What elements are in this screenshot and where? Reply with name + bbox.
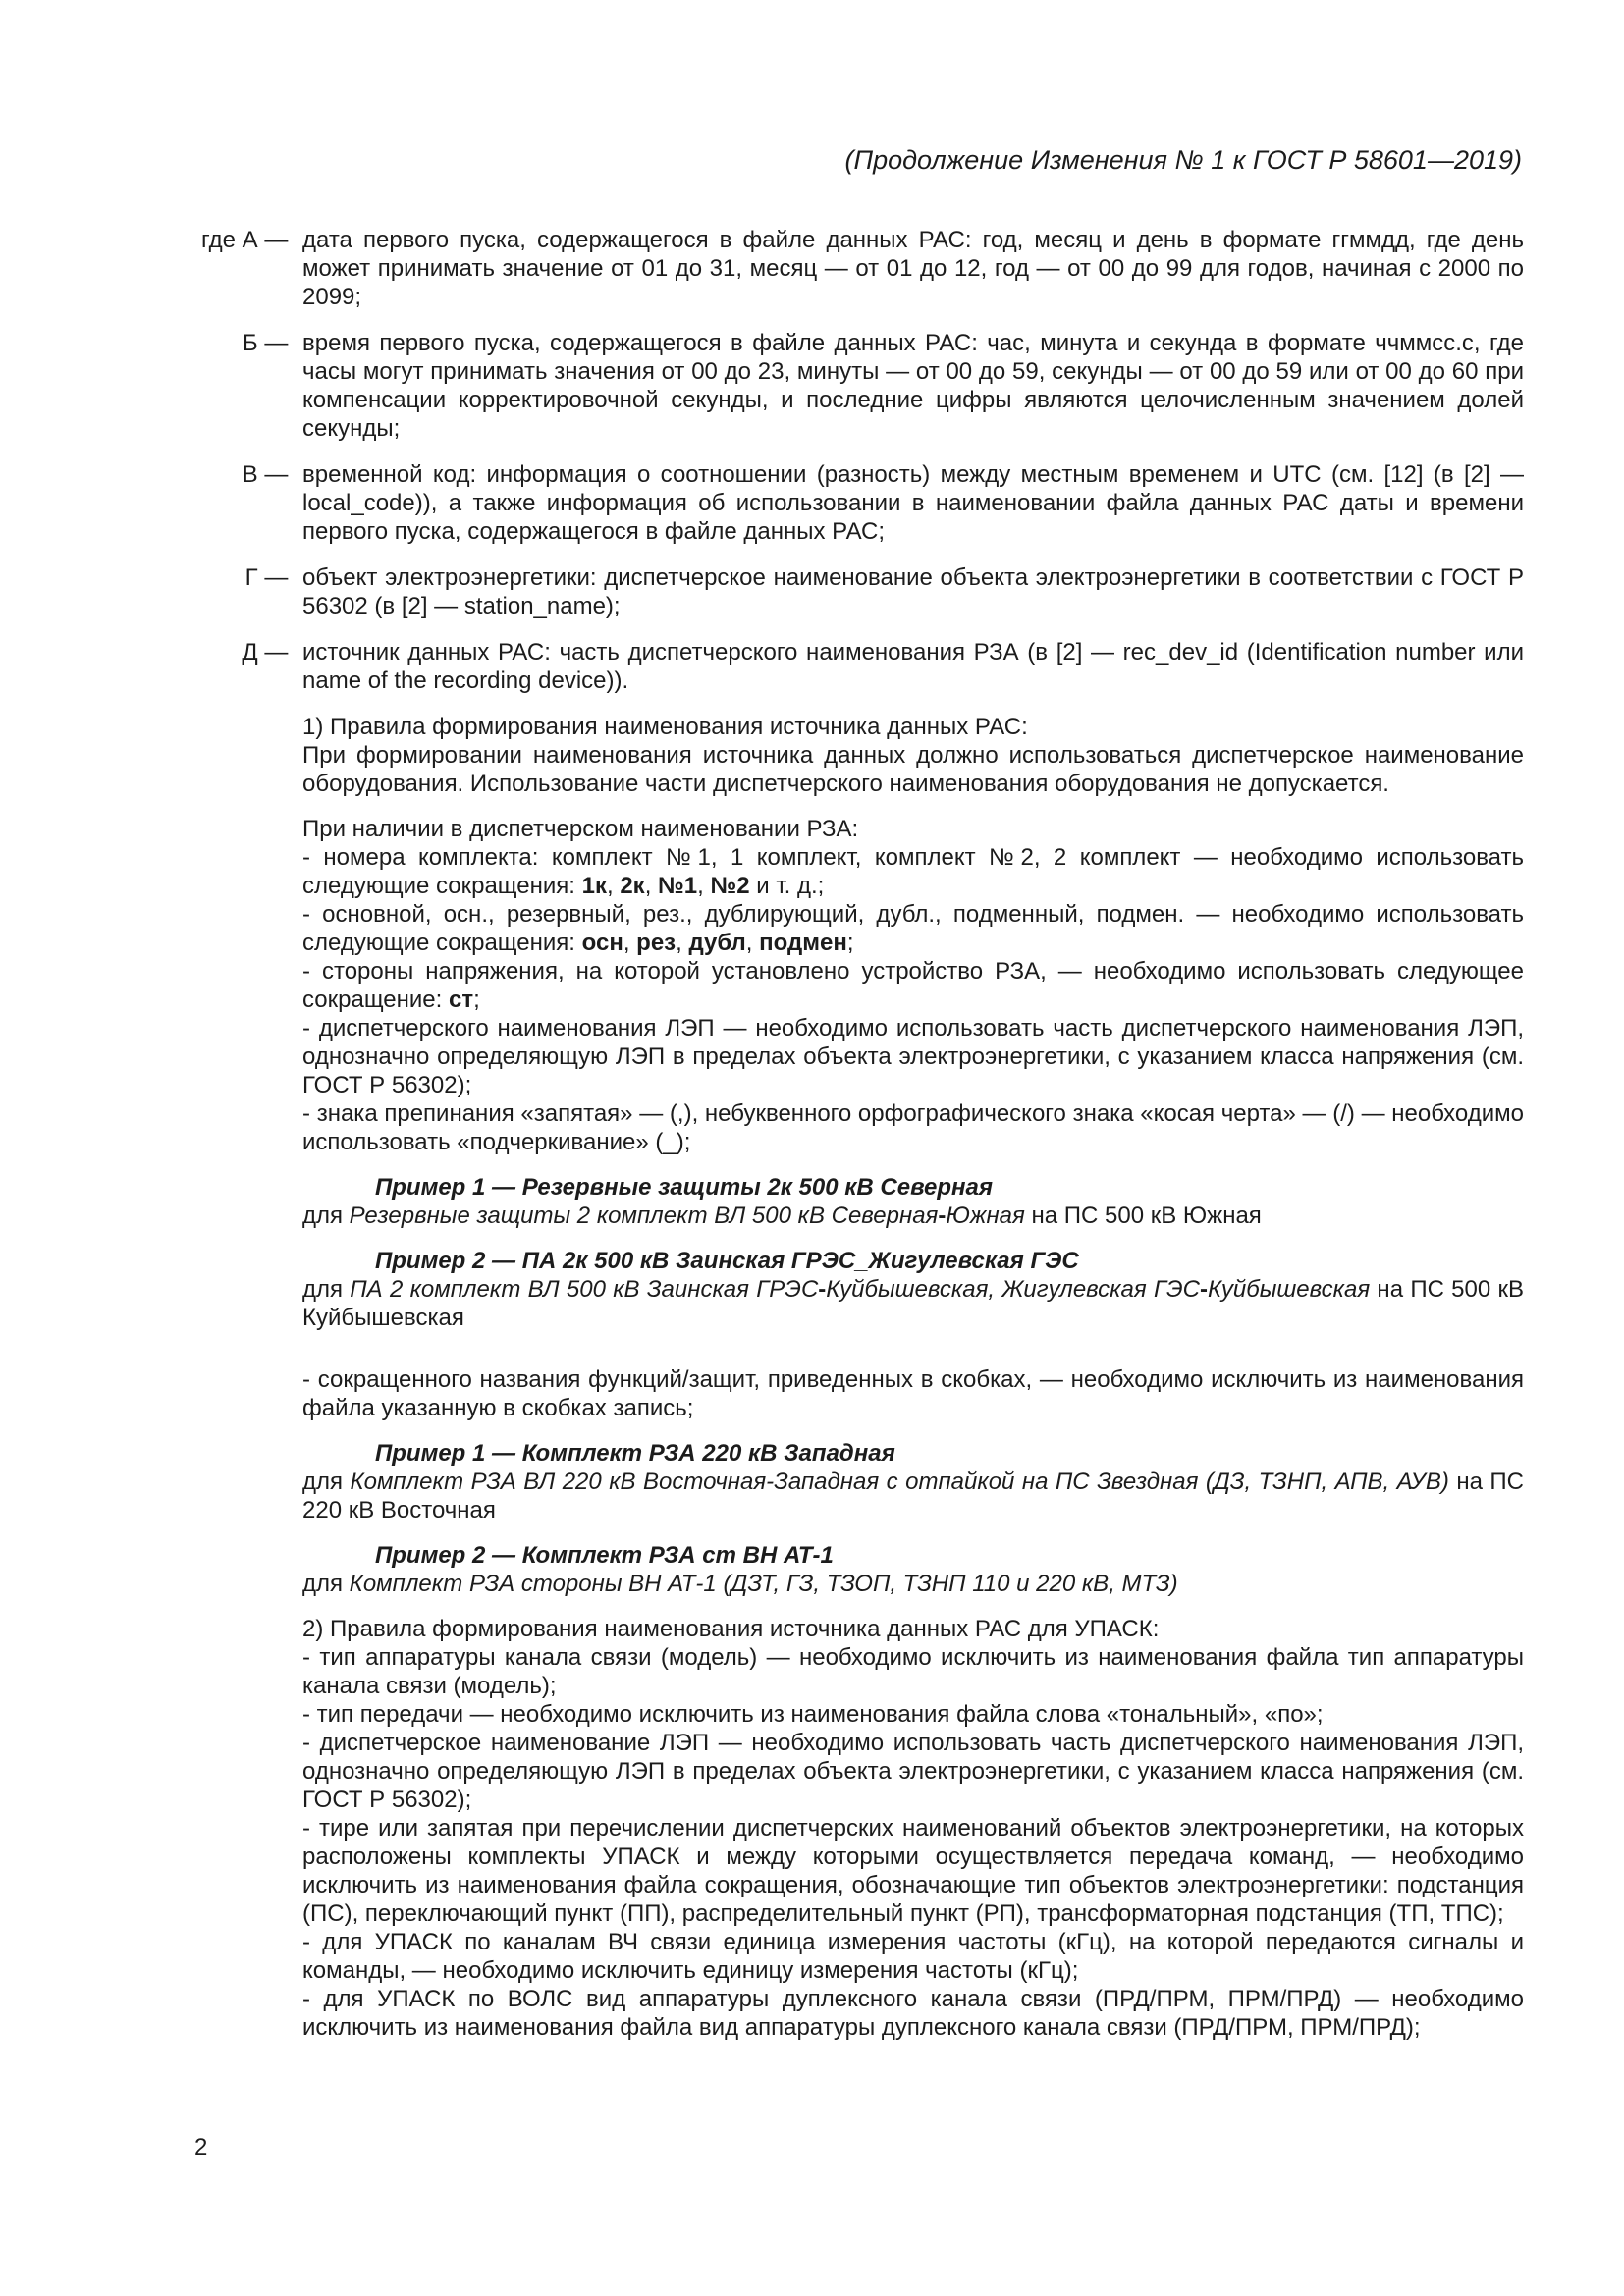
example-b2-text: для Комплект РЗА стороны ВН АТ-1 (ДЗТ, ГЗ, ТЗОП, ТЗНП 110 и 220 кВ, МТЗ): [302, 1571, 1178, 1597]
definition-text: объект электроэнергетики: диспетчерское наименование объекта электроэнергетики в соответствии с ГОСТ Р 56302 (в [2] — station_name);: [302, 564, 1524, 619]
definition-label: Д —: [242, 639, 295, 666]
rules-2-item: - тип аппаратуры канала связи (модель) — необходимо исключить из наименования файла тип аппаратуры канала связи (модель);: [302, 1644, 1524, 1699]
page-number: 2: [194, 2134, 208, 2161]
example-a1-text: для Резервные защиты 2 комплект ВЛ 500 кВ Северная-Южная на ПС 500 кВ Южная: [302, 1202, 1262, 1229]
definition-label: Г —: [244, 564, 295, 591]
definition-b: [0, 329, 1524, 443]
page-header: (Продолжение Изменения № 1 к ГОСТ Р 58601—2019): [844, 145, 1522, 175]
definition-text: дата первого пуска, содержащегося в файле данных РАС: год, месяц и день в формате ггммдд, где день может принимать значение от 01 до 31, месяц — от 01 до 12, год — от 00 до 99 для годов, начиная с 2000 по 2099;: [302, 227, 1524, 310]
definition-g: [0, 563, 1524, 620]
rza-item-set-number: - номера комплекта: комплект №1, 1 комплект, комплект №2, 2 комплект — необходимо использовать следующие сокращения: 1к, 2к, №1, №2 и т. д.;: [302, 844, 1524, 899]
example-a2-text: для ПА 2 комплект ВЛ 500 кВ Заинская ГРЭС-Куйбышевская, Жигулевская ГЭС-Куйбышевская на ПС 500 кВ Куйбышевская: [302, 1276, 1524, 1331]
definition-label: Б —: [242, 330, 295, 356]
definition-text: время первого пуска, содержащегося в файле данных РАС: час, минута и секунда в формате ччммсс.с, где часы могут принимать значения от 00 до 23, минуты — от 00 до 59, секунды — от 00 до 59 или от 00 до 60 при компенсации корректировочной секунды, и последние цифры являются целочисленным значением долей секунды;: [302, 330, 1524, 442]
rules-2-item: - тире или запятая при перечислении диспетчерских наименований объектов электроэнергетики, на которых расположены комплекты УПАСК и между которыми осуществляется передача команд, — необходимо исключить из наименования файла сокращения, обозначающие тип объектов электроэнергетики: подстанция (ПС), переключающий пункт (ПП), распределительный пункт (РП), трансформаторная подстанция (ТП, ТПС);: [302, 1815, 1524, 1927]
rules-1-title: 1) Правила формирования наименования источника данных РАС:: [302, 714, 1028, 740]
definition-label: где А —: [200, 227, 295, 253]
definition-text: временной код: информация о соотношении (разность) между местным временем и UTC (см. [12] (в [2] — local_code)), а также информация об использовании в наименовании файла данных РАС даты и времени первого пуска, содержащегося в файле данных РАС;: [302, 461, 1524, 545]
definition-d: [0, 638, 1524, 695]
example-a2-title: Пример 2 — ПА 2к 500 кВ Заинская ГРЭС_Жигулевская ГЭС: [375, 1248, 1079, 1274]
rza-item-voltage-side: - стороны напряжения, на которой установлено устройство РЗА, — необходимо использовать следующее сокращение: ст;: [302, 958, 1524, 1013]
rza-item-role: - основной, осн., резервный, рез., дублирующий, дубл., подменный, подмен. — необходимо использовать следующие сокращения: осн, рез, дубл, подмен;: [302, 901, 1524, 956]
rules-2-item: - диспетчерское наименование ЛЭП — необходимо использовать часть диспетчерского наименования ЛЭП, однозначно определяющую ЛЭП в пределах объекта электроэнергетики, с указанием класса напряжения (см. ГОСТ Р 56302);: [302, 1730, 1524, 1813]
definition-label: В —: [242, 461, 295, 488]
example-b1-title: Пример 1 — Комплект РЗА 220 кВ Западная: [375, 1440, 895, 1467]
functions-item: - сокращенного названия функций/защит, приведенных в скобках, — необходимо исключить из наименования файла указанную в скобках запись;: [302, 1366, 1524, 1421]
definition-a: [0, 226, 1524, 311]
rules-source-section: [302, 713, 1524, 2042]
example-a1-title: Пример 1 — Резервные защиты 2к 500 кВ Северная: [375, 1174, 993, 1201]
rules-1-text: При формировании наименования источника данных должно использоваться диспетчерское наименование оборудования. Использование части диспетчерского наименования оборудования не допускается.: [302, 742, 1524, 797]
document-body: [0, 226, 1624, 2042]
rules-2-item: - для УПАСК по каналам ВЧ связи единица измерения частоты (кГц), на которой передаются сигналы и команды, — необходимо исключить единицу измерения частоты (кГц);: [302, 1929, 1524, 1984]
definition-text: источник данных РАС: часть диспетчерского наименования РЗА (в [2] — rec_dev_id (Identification number или name of the recording device)).: [302, 639, 1524, 694]
example-b1-text: для Комплект РЗА ВЛ 220 кВ Восточная-Западная с отпайкой на ПС Звездная (ДЗ, ТЗНП, АПВ, АУВ) на ПС 220 кВ Восточная: [302, 1468, 1525, 1523]
rza-intro: При наличии в диспетчерском наименовании РЗА:: [302, 816, 859, 842]
rza-item-punctuation: - знака препинания «запятая» — (,), небуквенного орфографического знака «косая черта» — (/) — необходимо использовать «подчеркивание» (_);: [302, 1100, 1524, 1155]
rules-2-title: 2) Правила формирования наименования источника данных РАС для УПАСК:: [302, 1616, 1160, 1642]
definition-v: [0, 460, 1524, 546]
rules-2-item: - для УПАСК по ВОЛС вид аппаратуры дуплексного канала связи (ПРД/ПРМ, ПРМ/ПРД) — необходимо исключить из наименования файла вид аппаратуры дуплексного канала связи (ПРД/ПРМ, ПРМ/ПРД);: [302, 1986, 1524, 2041]
rza-item-line-name: - диспетчерского наименования ЛЭП — необходимо использовать часть диспетчерского наименования ЛЭП, однозначно определяющую ЛЭП в пределах объекта электроэнергетики, с указанием класса напряжения (см. ГОСТ Р 56302);: [302, 1015, 1524, 1098]
example-b2-title: Пример 2 — Комплект РЗА ст ВН АТ-1: [375, 1542, 834, 1569]
rules-2-item: - тип передачи — необходимо исключить из наименования файла слова «тональный», «по»;: [302, 1701, 1324, 1728]
